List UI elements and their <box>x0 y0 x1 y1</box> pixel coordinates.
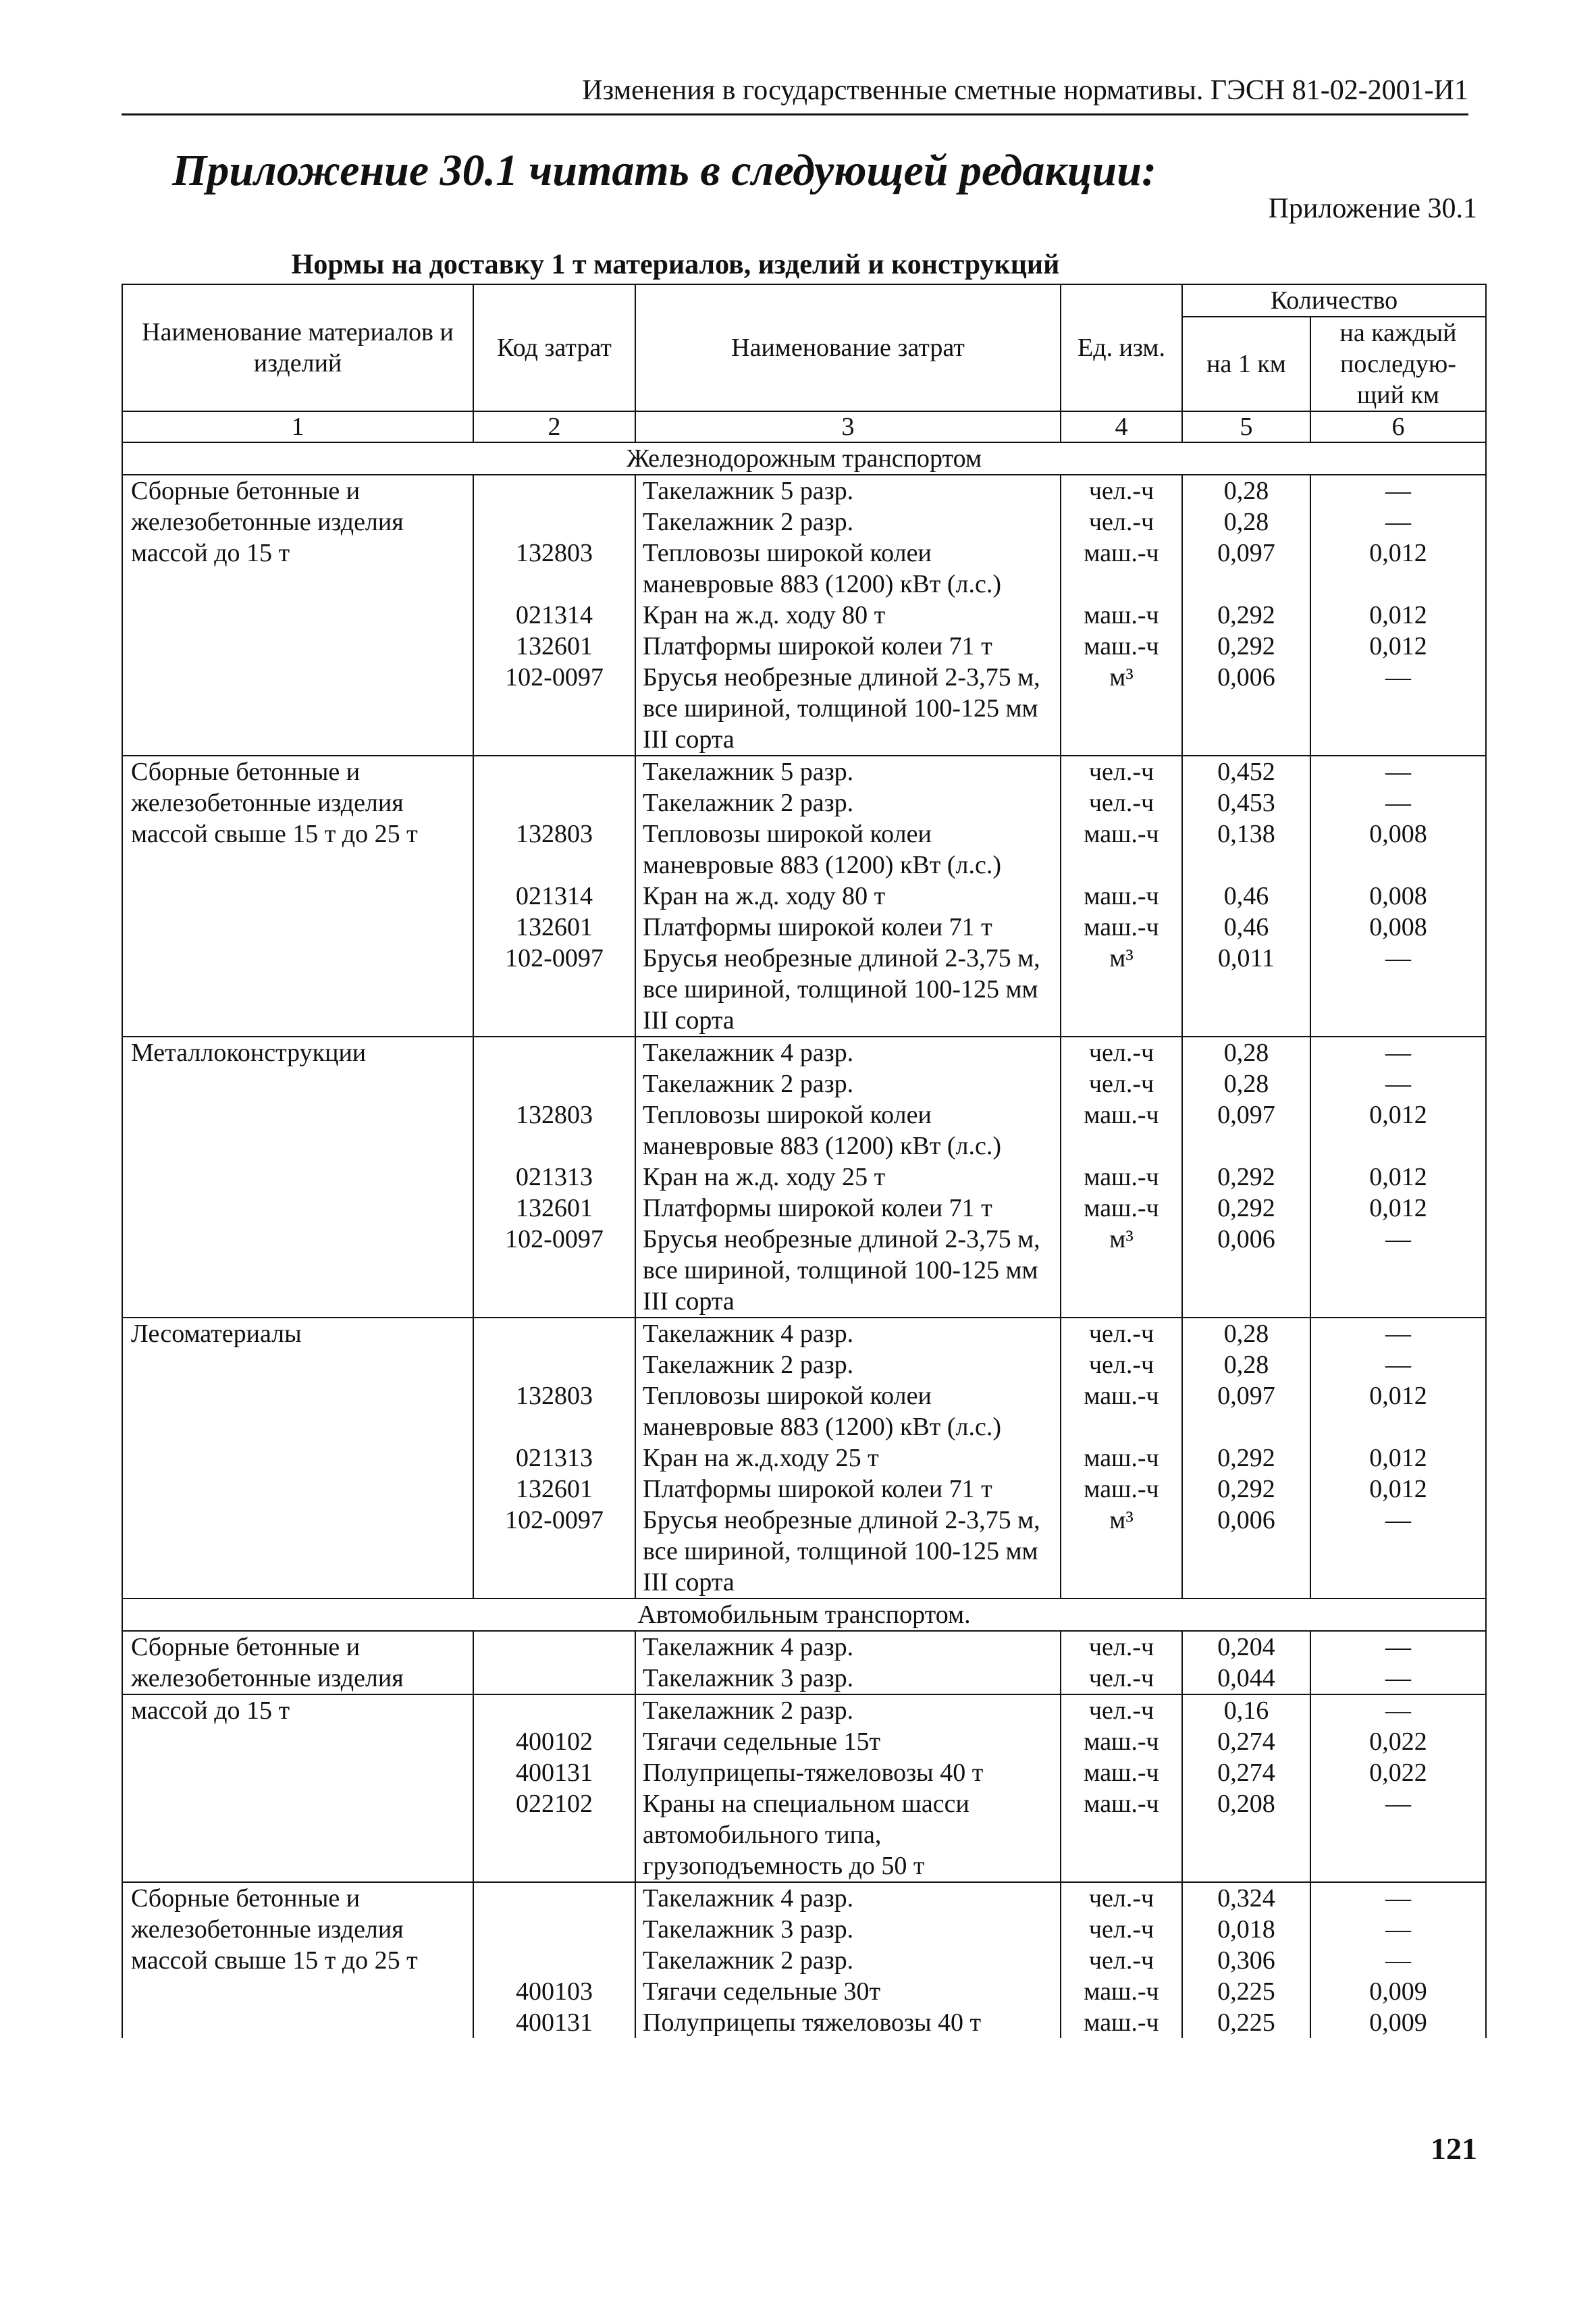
cost-code <box>473 1945 635 1976</box>
cost-code: 102-0097 <box>473 1224 635 1318</box>
qty-next-km: 0,012 <box>1310 1380 1486 1443</box>
unit: маш.-ч <box>1061 818 1182 881</box>
cost-code: 102-0097 <box>473 943 635 1037</box>
resource-name: Полуприцепы-тяжеловозы 40 т <box>635 1757 1061 1788</box>
material-name: Сборные бетонные и железобетонные изделия массой свыше 15 т до 25 т <box>122 756 473 1037</box>
resource-name: Тепловозы широкой колеи маневровые 883 (1200) кВт (л.с.) <box>635 818 1061 881</box>
cost-code: 400102 <box>473 1726 635 1757</box>
resource-name: Такелажник 4 разр. <box>635 1882 1061 1914</box>
qty-next-km: 0,012 <box>1310 1443 1486 1474</box>
qty-first-km: 0,292 <box>1182 600 1310 631</box>
qty-next-km: — <box>1310 1505 1486 1599</box>
resource-name: Платформы широкой колеи 71 т <box>635 1474 1061 1505</box>
cost-code: 400131 <box>473 2007 635 2038</box>
qty-next-km: — <box>1310 1788 1486 1882</box>
unit: маш.-ч <box>1061 1162 1182 1193</box>
qty-next-km: 0,008 <box>1310 912 1486 943</box>
resource-name: Платформы широкой колеи 71 т <box>635 912 1061 943</box>
qty-next-km: 0,008 <box>1310 818 1486 881</box>
qty-next-km: — <box>1310 787 1486 818</box>
section-heading: Приложение 30.1 читать в следующей редакции: <box>172 146 1156 195</box>
resource-name: Такелажник 4 разр. <box>635 1631 1061 1663</box>
qty-first-km: 0,006 <box>1182 1224 1310 1318</box>
qty-first-km: 0,292 <box>1182 1474 1310 1505</box>
unit: чел.-ч <box>1061 1068 1182 1099</box>
resource-name: Такелажник 2 разр. <box>635 1068 1061 1099</box>
material-name: Сборные бетонные и железобетонные изделия массой свыше 15 т до 25 т <box>122 1882 473 2038</box>
resource-name: Такелажник 4 разр. <box>635 1037 1061 1068</box>
table-row <box>122 475 1486 506</box>
qty-next-km: — <box>1310 1224 1486 1318</box>
qty-next-km: — <box>1310 475 1486 506</box>
resource-name: Краны на специальном шасси автомобильного типа, грузоподъемность до 50 т <box>635 1788 1061 1882</box>
qty-first-km: 0,452 <box>1182 756 1310 787</box>
qty-first-km: 0,097 <box>1182 1380 1310 1443</box>
qty-first-km: 0,292 <box>1182 1193 1310 1224</box>
column-number: 1 <box>122 411 473 442</box>
header-per-first-km: на 1 км <box>1182 317 1310 411</box>
cost-code: 102-0097 <box>473 1505 635 1599</box>
column-number: 3 <box>635 411 1061 442</box>
qty-first-km: 0,018 <box>1182 1914 1310 1945</box>
qty-first-km: 0,16 <box>1182 1694 1310 1726</box>
resource-name: Такелажник 3 разр. <box>635 1914 1061 1945</box>
unit: чел.-ч <box>1061 475 1182 506</box>
unit: м³ <box>1061 1505 1182 1599</box>
resource-name: Полуприцепы тяжеловозы 40 т <box>635 2007 1061 2038</box>
running-header: Изменения в государственные сметные нормативы. ГЭСН 81-02-2001-И1 <box>122 73 1468 115</box>
cost-code <box>473 787 635 818</box>
qty-first-km: 0,011 <box>1182 943 1310 1037</box>
unit: маш.-ч <box>1061 1788 1182 1882</box>
cost-code: 132803 <box>473 538 635 600</box>
cost-code: 132803 <box>473 818 635 881</box>
qty-first-km: 0,225 <box>1182 1976 1310 2007</box>
header-per-next-km: на каждый последую-щий км <box>1310 317 1486 411</box>
resource-name: Платформы широкой колеи 71 т <box>635 1193 1061 1224</box>
qty-first-km: 0,28 <box>1182 1349 1310 1380</box>
resource-name: Кран на ж.д. ходу 80 т <box>635 600 1061 631</box>
qty-first-km: 0,097 <box>1182 1099 1310 1162</box>
cost-code <box>473 1882 635 1914</box>
qty-first-km: 0,292 <box>1182 631 1310 662</box>
column-number: 5 <box>1182 411 1310 442</box>
resource-name: Такелажник 5 разр. <box>635 756 1061 787</box>
qty-next-km: 0,009 <box>1310 1976 1486 2007</box>
qty-first-km: 0,28 <box>1182 475 1310 506</box>
qty-next-km: — <box>1310 1694 1486 1726</box>
qty-first-km: 0,006 <box>1182 1505 1310 1599</box>
cost-code <box>473 1037 635 1068</box>
material-name: Металлоконструкции <box>122 1037 473 1318</box>
unit: маш.-ч <box>1061 1380 1182 1443</box>
table-row <box>122 1318 1486 1349</box>
unit: маш.-ч <box>1061 1193 1182 1224</box>
unit: маш.-ч <box>1061 1976 1182 2007</box>
table-row <box>122 1631 1486 1663</box>
resource-name: Тепловозы широкой колеи маневровые 883 (1200) кВт (л.с.) <box>635 1099 1061 1162</box>
resource-name: Такелажник 2 разр. <box>635 1694 1061 1726</box>
column-number: 2 <box>473 411 635 442</box>
qty-next-km: — <box>1310 1914 1486 1945</box>
unit: чел.-ч <box>1061 1318 1182 1349</box>
qty-first-km: 0,097 <box>1182 538 1310 600</box>
cost-code: 400131 <box>473 1757 635 1788</box>
cost-code <box>473 506 635 538</box>
cost-code: 021313 <box>473 1162 635 1193</box>
cost-code: 132601 <box>473 631 635 662</box>
norms-table <box>122 284 1487 2038</box>
table-body <box>122 442 1486 2038</box>
qty-next-km: — <box>1310 1349 1486 1380</box>
qty-first-km: 0,204 <box>1182 1631 1310 1663</box>
cost-code: 021314 <box>473 600 635 631</box>
column-number: 6 <box>1310 411 1486 442</box>
qty-first-km: 0,46 <box>1182 912 1310 943</box>
cost-code: 132601 <box>473 1474 635 1505</box>
qty-next-km: 0,012 <box>1310 1474 1486 1505</box>
unit: маш.-ч <box>1061 1099 1182 1162</box>
resource-name: Платформы широкой колеи 71 т <box>635 631 1061 662</box>
resource-name: Такелажник 3 разр. <box>635 1663 1061 1694</box>
unit: чел.-ч <box>1061 506 1182 538</box>
qty-first-km: 0,138 <box>1182 818 1310 881</box>
table-row <box>122 1694 1486 1726</box>
cost-code: 021313 <box>473 1443 635 1474</box>
cost-code: 132601 <box>473 1193 635 1224</box>
qty-next-km: 0,012 <box>1310 1193 1486 1224</box>
unit: чел.-ч <box>1061 756 1182 787</box>
material-name: Сборные бетонные и железобетонные изделия <box>122 1631 473 1694</box>
unit: чел.-ч <box>1061 1694 1182 1726</box>
resource-name: Брусья необрезные длиной 2-3,75 м, все шириной, толщиной 100-125 мм III сорта <box>635 943 1061 1037</box>
unit: чел.-ч <box>1061 1882 1182 1914</box>
cost-code: 021314 <box>473 881 635 912</box>
resource-name: Тягачи седельные 30т <box>635 1976 1061 2007</box>
unit: маш.-ч <box>1061 538 1182 600</box>
qty-next-km: 0,022 <box>1310 1726 1486 1757</box>
qty-next-km: — <box>1310 1882 1486 1914</box>
unit: маш.-ч <box>1061 2007 1182 2038</box>
annex-label: Приложение 30.1 <box>1268 193 1477 224</box>
unit: м³ <box>1061 1224 1182 1318</box>
cost-code: 132803 <box>473 1380 635 1443</box>
qty-next-km: — <box>1310 1318 1486 1349</box>
material-name: Лесоматериалы <box>122 1318 473 1599</box>
qty-first-km: 0,28 <box>1182 1037 1310 1068</box>
unit: м³ <box>1061 943 1182 1037</box>
table-row <box>122 1037 1486 1068</box>
resource-name: Такелажник 2 разр. <box>635 1945 1061 1976</box>
resource-name: Тепловозы широкой колеи маневровые 883 (1200) кВт (л.с.) <box>635 538 1061 600</box>
resource-name: Тепловозы широкой колеи маневровые 883 (1200) кВт (л.с.) <box>635 1380 1061 1443</box>
cost-code <box>473 1349 635 1380</box>
table-row <box>122 756 1486 787</box>
cost-code: 132601 <box>473 912 635 943</box>
qty-next-km: — <box>1310 1068 1486 1099</box>
header-quantity: Количество <box>1182 284 1486 317</box>
resource-name: Тягачи седельные 15т <box>635 1726 1061 1757</box>
unit: маш.-ч <box>1061 1443 1182 1474</box>
header-unit: Ед. изм. <box>1061 284 1182 411</box>
qty-next-km: — <box>1310 1945 1486 1976</box>
resource-name: Кран на ж.д. ходу 25 т <box>635 1162 1061 1193</box>
cost-code <box>473 1631 635 1663</box>
resource-name: Брусья необрезные длиной 2-3,75 м, все шириной, толщиной 100-125 мм III сорта <box>635 1224 1061 1318</box>
resource-name: Кран на ж.д.ходу 25 т <box>635 1443 1061 1474</box>
unit: маш.-ч <box>1061 600 1182 631</box>
qty-first-km: 0,28 <box>1182 506 1310 538</box>
qty-first-km: 0,274 <box>1182 1726 1310 1757</box>
qty-next-km: — <box>1310 943 1486 1037</box>
unit: чел.-ч <box>1061 1663 1182 1694</box>
cost-code <box>473 1318 635 1349</box>
resource-name: Такелажник 2 разр. <box>635 1349 1061 1380</box>
qty-next-km: 0,022 <box>1310 1757 1486 1788</box>
qty-first-km: 0,225 <box>1182 2007 1310 2038</box>
resource-name: Брусья необрезные длиной 2-3,75 м, все шириной, толщиной 100-125 мм III сорта <box>635 662 1061 756</box>
unit: маш.-ч <box>1061 1474 1182 1505</box>
resource-name: Такелажник 4 разр. <box>635 1318 1061 1349</box>
cost-code <box>473 756 635 787</box>
cost-code: 132803 <box>473 1099 635 1162</box>
resource-name: Такелажник 5 разр. <box>635 475 1061 506</box>
header-resource: Наименование затрат <box>635 284 1061 411</box>
section-title: Железнодорожным транспортом <box>122 442 1486 475</box>
unit: чел.-ч <box>1061 1349 1182 1380</box>
qty-first-km: 0,208 <box>1182 1788 1310 1882</box>
page-number: 121 <box>1431 2131 1477 2166</box>
resource-name: Кран на ж.д. ходу 80 т <box>635 881 1061 912</box>
cost-code: 400103 <box>473 1976 635 2007</box>
header-material: Наименование материалов и изделий <box>122 284 473 411</box>
unit: чел.-ч <box>1061 1037 1182 1068</box>
qty-next-km: 0,012 <box>1310 1162 1486 1193</box>
resource-name: Брусья необрезные длиной 2-3,75 м, все шириной, толщиной 100-125 мм III сорта <box>635 1505 1061 1599</box>
cost-code <box>473 1068 635 1099</box>
cost-code <box>473 1694 635 1726</box>
qty-first-km: 0,292 <box>1182 1162 1310 1193</box>
cost-code <box>473 475 635 506</box>
qty-next-km: — <box>1310 506 1486 538</box>
qty-next-km: — <box>1310 756 1486 787</box>
table-row <box>122 1882 1486 1914</box>
qty-next-km: 0,012 <box>1310 600 1486 631</box>
qty-first-km: 0,044 <box>1182 1663 1310 1694</box>
qty-first-km: 0,28 <box>1182 1068 1310 1099</box>
unit: маш.-ч <box>1061 1726 1182 1757</box>
material-name: массой до 15 т <box>122 1694 473 1882</box>
cost-code: 022102 <box>473 1788 635 1882</box>
resource-name: Такелажник 2 разр. <box>635 506 1061 538</box>
qty-next-km: 0,012 <box>1310 538 1486 600</box>
section-title: Автомобильным транспортом. <box>122 1599 1486 1631</box>
unit: чел.-ч <box>1061 1945 1182 1976</box>
unit: маш.-ч <box>1061 1757 1182 1788</box>
cost-code <box>473 1663 635 1694</box>
qty-first-km: 0,274 <box>1182 1757 1310 1788</box>
qty-next-km: 0,012 <box>1310 631 1486 662</box>
qty-next-km: — <box>1310 1663 1486 1694</box>
qty-next-km: 0,012 <box>1310 1099 1486 1162</box>
section-row <box>122 1599 1486 1631</box>
qty-first-km: 0,324 <box>1182 1882 1310 1914</box>
qty-next-km: 0,009 <box>1310 2007 1486 2038</box>
material-name: Сборные бетонные и железобетонные изделия массой до 15 т <box>122 475 473 756</box>
unit: маш.-ч <box>1061 912 1182 943</box>
section-row <box>122 442 1486 475</box>
resource-name: Такелажник 2 разр. <box>635 787 1061 818</box>
qty-next-km: — <box>1310 1631 1486 1663</box>
header-code: Код затрат <box>473 284 635 411</box>
qty-next-km: — <box>1310 1037 1486 1068</box>
unit: м³ <box>1061 662 1182 756</box>
unit: чел.-ч <box>1061 1631 1182 1663</box>
qty-first-km: 0,006 <box>1182 662 1310 756</box>
cost-code <box>473 1914 635 1945</box>
unit: маш.-ч <box>1061 881 1182 912</box>
unit: маш.-ч <box>1061 631 1182 662</box>
unit: чел.-ч <box>1061 787 1182 818</box>
qty-next-km: 0,008 <box>1310 881 1486 912</box>
qty-first-km: 0,306 <box>1182 1945 1310 1976</box>
unit: чел.-ч <box>1061 1914 1182 1945</box>
cost-code: 102-0097 <box>473 662 635 756</box>
qty-first-km: 0,28 <box>1182 1318 1310 1349</box>
table-title: Нормы на доставку 1 т материалов, изделий и конструкций <box>291 249 1060 280</box>
qty-first-km: 0,453 <box>1182 787 1310 818</box>
qty-first-km: 0,46 <box>1182 881 1310 912</box>
qty-first-km: 0,292 <box>1182 1443 1310 1474</box>
column-number: 4 <box>1061 411 1182 442</box>
qty-next-km: — <box>1310 662 1486 756</box>
